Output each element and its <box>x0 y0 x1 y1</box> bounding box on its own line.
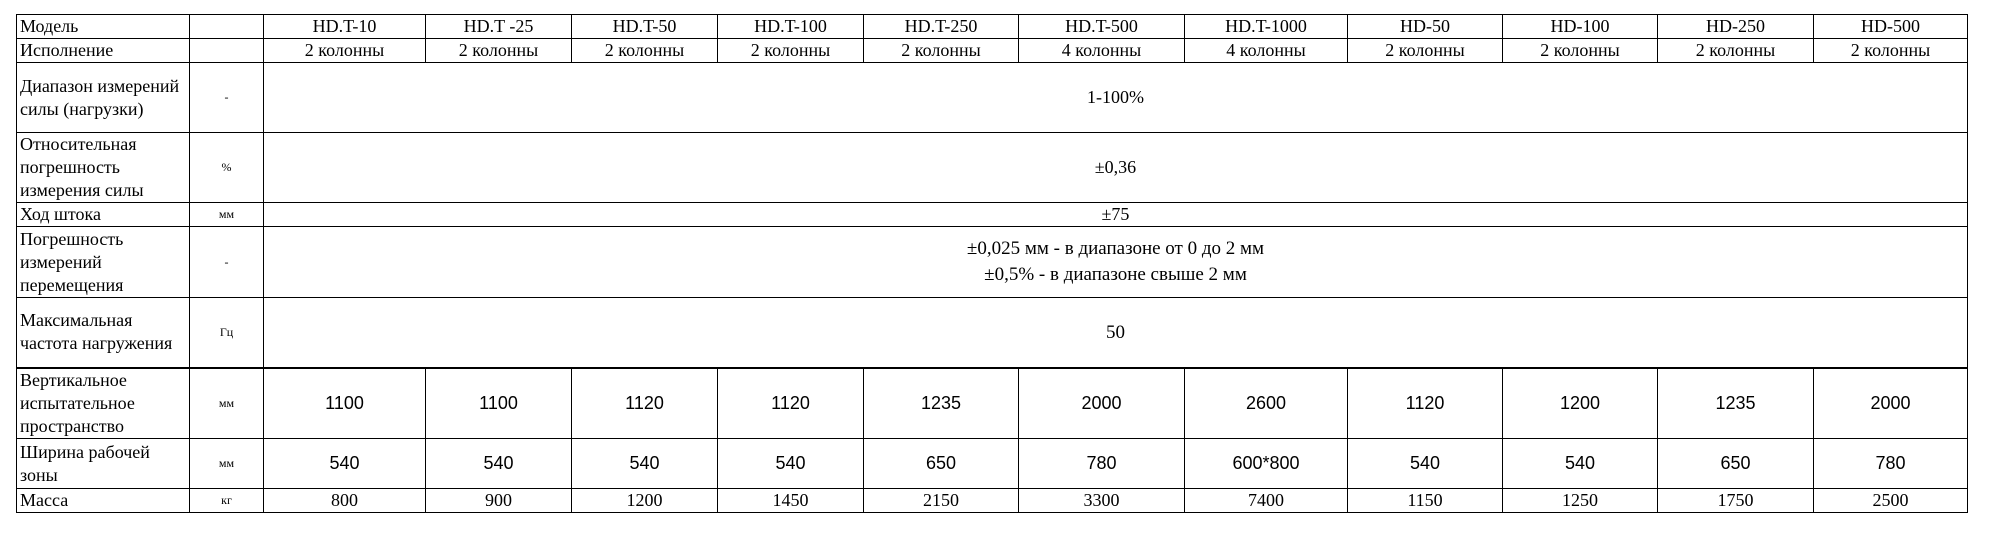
model-cell: HD-50 <box>1348 15 1503 39</box>
displacement-error-line-1: ±0,025 мм - в диапазоне от 0 до 2 мм <box>966 238 1265 259</box>
mass-cell: 1250 <box>1503 489 1658 513</box>
vertical-space-cell: 2000 <box>1814 368 1968 439</box>
max-frequency-unit: Гц <box>190 298 264 368</box>
model-unit-cell <box>190 15 264 39</box>
mass-cell: 1450 <box>718 489 864 513</box>
execution-cell: 2 колонны <box>1348 39 1503 63</box>
model-cell: HD.T-250 <box>864 15 1019 39</box>
model-cell: HD.T-1000 <box>1185 15 1348 39</box>
mass-cell: 1150 <box>1348 489 1503 513</box>
execution-cell: 4 колонны <box>1019 39 1185 63</box>
vertical-space-cell: 1235 <box>1658 368 1814 439</box>
row-vertical-space <box>17 368 1968 439</box>
mass-cell: 2500 <box>1814 489 1968 513</box>
execution-cell: 2 колонны <box>426 39 572 63</box>
row-force-error <box>17 133 1968 203</box>
work-width-cell: 780 <box>1814 439 1968 489</box>
vertical-space-cell: 1200 <box>1503 368 1658 439</box>
execution-cell: 2 колонны <box>572 39 718 63</box>
model-cell: HD.T -25 <box>426 15 572 39</box>
execution-unit-cell <box>190 39 264 63</box>
work-width-cell: 650 <box>1658 439 1814 489</box>
max-frequency-value: 50 <box>264 298 1968 368</box>
mass-label: Масса <box>17 489 190 513</box>
work-width-cell: 540 <box>572 439 718 489</box>
vertical-space-unit: мм <box>190 368 264 439</box>
execution-cell: 2 колонны <box>718 39 864 63</box>
vertical-space-cell: 1120 <box>572 368 718 439</box>
max-frequency-label: Максимальная частота нагружения <box>17 298 190 368</box>
spec-table <box>16 14 1968 513</box>
model-cell: HD-100 <box>1503 15 1658 39</box>
row-model <box>17 15 1968 39</box>
work-width-cell: 650 <box>864 439 1019 489</box>
row-stroke <box>17 203 1968 227</box>
displacement-error-label: Погрешность измерений перемещения <box>17 227 190 298</box>
execution-label: Исполнение <box>17 39 190 63</box>
execution-cell: 4 колонны <box>1185 39 1348 63</box>
model-cell: HD-500 <box>1814 15 1968 39</box>
row-displacement-error <box>17 227 1968 298</box>
mass-cell: 800 <box>264 489 426 513</box>
vertical-space-cell: 2600 <box>1185 368 1348 439</box>
vertical-space-cell: 1235 <box>864 368 1019 439</box>
vertical-space-cell: 1120 <box>1348 368 1503 439</box>
execution-cell: 2 колонны <box>1503 39 1658 63</box>
model-cell: HD.T-10 <box>264 15 426 39</box>
execution-cell: 2 колонны <box>1658 39 1814 63</box>
force-error-value: ±0,36 <box>264 133 1968 203</box>
mass-cell: 3300 <box>1019 489 1185 513</box>
row-force-range <box>17 63 1968 133</box>
force-error-unit: % <box>190 133 264 203</box>
row-max-frequency <box>17 298 1968 368</box>
displacement-error-line-2: ±0,5% - в диапазоне свыше 2 мм <box>984 264 1247 285</box>
work-width-cell: 540 <box>1348 439 1503 489</box>
row-execution <box>17 39 1968 63</box>
row-work-width <box>17 439 1968 489</box>
vertical-space-cell: 2000 <box>1019 368 1185 439</box>
execution-cell: 2 колонны <box>864 39 1019 63</box>
vertical-space-cell: 1120 <box>718 368 864 439</box>
force-error-label: Относительная погрешность измерения силы <box>17 133 190 203</box>
work-width-cell: 540 <box>718 439 864 489</box>
model-label: Модель <box>17 15 190 39</box>
work-width-label: Ширина рабочей зоны <box>17 439 190 489</box>
force-range-unit: - <box>190 63 264 133</box>
work-width-cell: 540 <box>426 439 572 489</box>
displacement-error-value <box>264 227 1968 298</box>
stroke-value: ±75 <box>264 203 1968 227</box>
stroke-label: Ход штока <box>17 203 190 227</box>
vertical-space-label: Вертикальное испытательное пространство <box>17 368 190 439</box>
mass-cell: 1200 <box>572 489 718 513</box>
work-width-cell: 600*800 <box>1185 439 1348 489</box>
work-width-unit: мм <box>190 439 264 489</box>
mass-cell: 2150 <box>864 489 1019 513</box>
row-mass <box>17 489 1968 513</box>
vertical-space-cell: 1100 <box>426 368 572 439</box>
vertical-space-cell: 1100 <box>264 368 426 439</box>
model-cell: HD.T-50 <box>572 15 718 39</box>
mass-cell: 900 <box>426 489 572 513</box>
displacement-error-unit: - <box>190 227 264 298</box>
work-width-cell: 540 <box>1503 439 1658 489</box>
model-cell: HD-250 <box>1658 15 1814 39</box>
force-range-value: 1-100% <box>264 63 1968 133</box>
execution-cell: 2 колонны <box>1814 39 1968 63</box>
mass-cell: 7400 <box>1185 489 1348 513</box>
force-range-label: Диапазон измерений силы (нагрузки) <box>17 63 190 133</box>
work-width-cell: 780 <box>1019 439 1185 489</box>
mass-unit: кг <box>190 489 264 513</box>
execution-cell: 2 колонны <box>264 39 426 63</box>
stroke-unit: мм <box>190 203 264 227</box>
work-width-cell: 540 <box>264 439 426 489</box>
model-cell: HD.T-100 <box>718 15 864 39</box>
model-cell: HD.T-500 <box>1019 15 1185 39</box>
mass-cell: 1750 <box>1658 489 1814 513</box>
